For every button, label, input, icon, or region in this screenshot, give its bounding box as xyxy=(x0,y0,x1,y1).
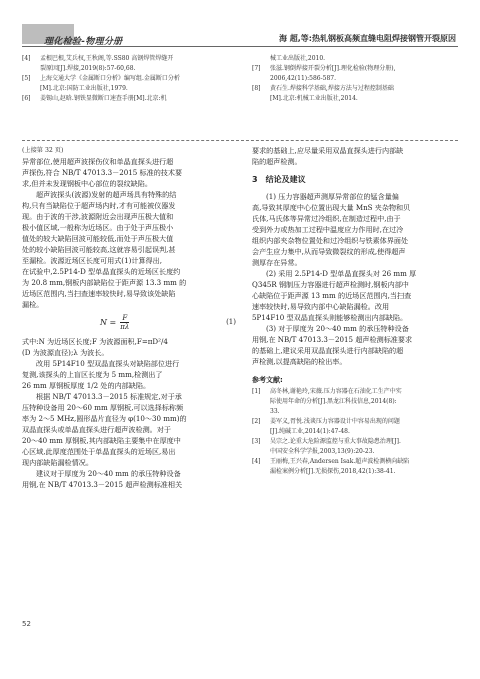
reference-line: 张滋.钢倒焊接开裂分析[J].理化检验(物理分册), xyxy=(270,65,396,72)
reference-line: 高冬林,谢艳玲,宋薇.压力容器在石油化工生产中实 xyxy=(270,388,402,395)
reference-line: [M].北京:国防工业出版社,1979. xyxy=(40,85,128,92)
paragraph xyxy=(22,468,240,490)
reference-number: [8] xyxy=(252,85,261,92)
text-line: 复测,该探头的上盲区长度为 5 mm,检测出了 xyxy=(22,370,163,379)
text-line: 式中:N 为近场区长度;F 为波源面积,F=πD²/4 xyxy=(22,337,168,346)
text-line: 组织内部夹杂物位置处和过冷组织与铁素体界面处 xyxy=(252,236,409,245)
reference-number: [7] xyxy=(252,65,261,72)
reference-number: [6] xyxy=(22,95,31,102)
reference-line: [J].纯碱工业,2014(1):47-48. xyxy=(270,428,350,435)
text-line: 声探伤,符合 NB/T 47013.3－2015 标准的技术要 xyxy=(22,168,183,177)
reference-line: 上海交通大学《金属断口分析》编写组.金属断口分析 xyxy=(40,75,180,82)
text-line: 心缺陷位于距声源 13 mm 的近场区范围内,当扫查 xyxy=(252,291,412,300)
text-line: 率为 2～5 MHz,圆形晶片直径为 φ(10～30 mm)的 xyxy=(22,414,187,423)
paragraph xyxy=(252,191,460,268)
formula-denominator: πλ xyxy=(120,323,130,331)
running-title: 海 超,等:热轧钢板高频直缝电阻焊接钢管开裂原因 xyxy=(278,34,456,43)
reference-line: 漏检案例分析[J].无损探伤,2018,42(1):38-41. xyxy=(270,468,396,475)
reference-line: 姜锡山,赵晗.钢铁显微断口速查手册[M].北京:机 xyxy=(40,95,167,102)
reference-item xyxy=(22,54,242,74)
text-line: 声检测,以提高缺陷的检出率。 xyxy=(252,357,347,366)
text-line: 26 mm 厚钢板厚度 1/2 处的内部缺陷。 xyxy=(22,381,151,390)
reference-item xyxy=(252,84,460,104)
text-line: 极小值区域,一般称为近场区。由于处于声压极小 xyxy=(22,223,174,232)
text-line: 建议对于厚度为 20～40 mm 的承压特种设备 xyxy=(36,469,181,478)
reference-number: [4] xyxy=(22,55,31,62)
reference-text xyxy=(270,457,460,477)
page-number: 52 xyxy=(22,620,31,628)
reference-item xyxy=(252,437,460,457)
text-line: 要求的基础上,应尽量采用双晶直探头进行内部缺 xyxy=(252,146,404,155)
reference-line: 械工业出版社,2010. xyxy=(270,55,326,62)
text-line: 用钢,在 NB/T 47013.3－2015 超声检测标准相关 xyxy=(22,480,183,489)
text-line: 测厚存在异常。 xyxy=(252,258,302,267)
formula-numerator: F xyxy=(122,314,128,322)
text-line: 5P14F10 型双晶直探头则能够检测出内部缺陷。 xyxy=(252,313,408,322)
reference-line: 黄石生.焊接科学基础,焊接方法与过程控制基础 xyxy=(270,85,394,92)
reference-number xyxy=(252,54,270,64)
text-line: (D 为波源直径);λ 为波长。 xyxy=(22,348,109,357)
reference-item xyxy=(22,74,242,94)
paragraph xyxy=(22,156,240,189)
reference-item xyxy=(252,457,460,477)
text-line: 高,导致其厚度中心位置出现大量 MnS 夹杂物和贝 xyxy=(252,203,411,212)
text-line: 现内部缺陷漏检情况。 xyxy=(22,458,93,467)
paragraph xyxy=(252,323,460,367)
text-line: 氏体,马氏体等异常过冷组织,在制造过程中,由于 xyxy=(252,214,401,223)
text-line: 的基础上,建议采用双晶直探头进行内部缺陷的超 xyxy=(252,346,404,355)
reference-text xyxy=(270,437,460,457)
reference-text xyxy=(270,417,460,437)
text-line: 20～40 mm 厚钢板,其内部缺陷主要集中在厚度中 xyxy=(22,436,181,445)
text-line: 陷的超声检测。 xyxy=(252,157,302,166)
reference-number: [2] xyxy=(252,418,261,425)
text-line: 构,只有当缺陷位于超声场内时,才有可能被仪器发 xyxy=(22,201,176,210)
text-line: 至漏检。波源近场区长度可用式(1)计算得出, xyxy=(22,256,162,265)
text-line: 心区域,此厚度范围处于单晶直探头的近场区,易出 xyxy=(22,447,176,456)
text-line: (3) 对于厚度为 20～40 mm 的承压特种设备 xyxy=(266,324,409,333)
text-line: 受到外力或热加工过程中温度应力作用时,在过冷 xyxy=(252,225,404,234)
text-line: 压特种设备用 20～60 mm 厚钢板,可以选择标称频 xyxy=(22,403,184,412)
text-line: 根据 NB/T 47013.3－2015 标准规定,对于承 xyxy=(36,392,182,401)
paragraph xyxy=(22,189,240,310)
continuation-note: (上接第 32 页) xyxy=(22,147,64,154)
formula xyxy=(100,314,129,331)
text-line: 速率较快时,易导致内部中心缺陷漏检。改用 xyxy=(252,302,390,311)
reference-line: 33. xyxy=(270,408,280,415)
section-heading: 3 结论及建议 xyxy=(252,175,306,184)
paragraph xyxy=(22,336,240,358)
text-line: 用钢,在 NB/T 47013.3－2015 超声检测标准要求 xyxy=(252,335,413,344)
formula-lhs: N = xyxy=(100,318,117,327)
paragraph xyxy=(22,391,240,468)
text-line: 近场区范围内,当扫查速率较快时,易导致该处缺陷 xyxy=(22,289,176,298)
reference-item xyxy=(252,417,460,437)
text-line: 超声波探头(波源)发射的超声场具有特殊的结 xyxy=(36,190,177,199)
text-line: 处的较小缺陷回波可能较高,这就容易引起误判,甚 xyxy=(22,245,176,254)
text-line: 值处的较大缺陷回波可能较低,而处于声压极大值 xyxy=(22,234,174,243)
reference-item xyxy=(252,54,460,64)
right-column xyxy=(252,145,460,477)
reference-number: [3] xyxy=(252,438,261,445)
reference-line: 裂原因[J].焊接,2019(8):57-60,68. xyxy=(40,65,136,72)
page-header xyxy=(0,10,480,48)
reference-text xyxy=(270,387,460,417)
reference-text xyxy=(270,84,460,104)
text-line: 漏检。 xyxy=(22,300,44,309)
paragraph xyxy=(22,358,240,391)
reference-line: 中国安全科学学报,2003,13(9):20-23. xyxy=(270,448,375,455)
text-line: 在试验中,2.5P14-D 型单晶直探头的近场区长度约 xyxy=(22,267,181,276)
references-heading: 参考文献: xyxy=(252,376,283,384)
reference-line: 际使用年命的分析[J].黑龙江科技信息,2014(8): xyxy=(270,398,397,405)
reference-line: 孟根巴根,艾兵权,王秋阁,等.SS80 高钢焊管焊缝开 xyxy=(40,55,174,62)
reference-item xyxy=(252,387,460,417)
paragraph xyxy=(252,145,460,167)
reference-text xyxy=(270,54,460,64)
reference-text xyxy=(40,74,242,94)
equation-number: (1) xyxy=(226,318,236,326)
equation-1 xyxy=(22,310,240,336)
text-line: 会产生应力集中,从而导致微裂纹的形成,使得超声 xyxy=(252,247,406,256)
text-line: 异常部位,使用超声波探伤仪和单晶直探头进行超 xyxy=(22,157,174,166)
header-divider xyxy=(22,46,458,47)
journal-logo-text: 理化检验-物理分册 xyxy=(44,37,123,47)
text-line: 求,但并未发现钢板中心部位的裂纹缺陷。 xyxy=(22,179,152,188)
reference-number: [4] xyxy=(252,458,261,465)
reference-number: [5] xyxy=(22,75,31,82)
reference-item xyxy=(22,94,242,104)
reference-text xyxy=(40,54,242,74)
previous-article-references-left xyxy=(22,54,242,104)
left-column xyxy=(22,145,240,490)
reference-line: 姜军义,胥悦.浅谈压力容器设计中容易出现的问题 xyxy=(270,418,400,425)
reference-line: 王丽梅,王兴春,Andersen Isak.超声波检测横向缺陷 xyxy=(270,458,410,465)
reference-number: [1] xyxy=(252,388,261,395)
paragraph xyxy=(252,268,460,323)
text-line: 现。由于波的干涉,波源附近会出现声压极大值和 xyxy=(22,212,174,221)
article-separator xyxy=(22,140,458,141)
reference-line: 吴宗之.论重大危险源监控与重大事故隐患治理[J]. xyxy=(270,438,401,445)
reference-text xyxy=(40,94,242,104)
formula-fraction xyxy=(120,314,129,331)
text-line: 双晶直探头或单晶直探头进行超声波检测。对于 xyxy=(22,425,171,434)
reference-text xyxy=(270,64,460,84)
text-line: Q345R 钢制压力容器进行超声检测时,钢板内部中 xyxy=(252,280,409,289)
text-line: (1) 压力容器超声测厚异常部位的锰含量偏 xyxy=(266,192,399,201)
reference-item xyxy=(252,64,460,84)
reference-line: 2006,42(11):586-587. xyxy=(270,75,336,82)
previous-article-references-right xyxy=(252,54,460,104)
text-line: 改用 5P14F10 型双晶直探头对缺陷部位进行 xyxy=(36,359,180,368)
reference-line: [M].北京:机械工业出版社,2014. xyxy=(270,95,358,102)
reference-list xyxy=(252,387,460,477)
text-line: 为 20.8 mm,钢板内部缺陷位于距声源 13.3 mm 的 xyxy=(22,278,187,287)
text-line: (2) 采用 2.5P14-D 型单晶直探头对 26 mm 厚 xyxy=(266,269,417,278)
